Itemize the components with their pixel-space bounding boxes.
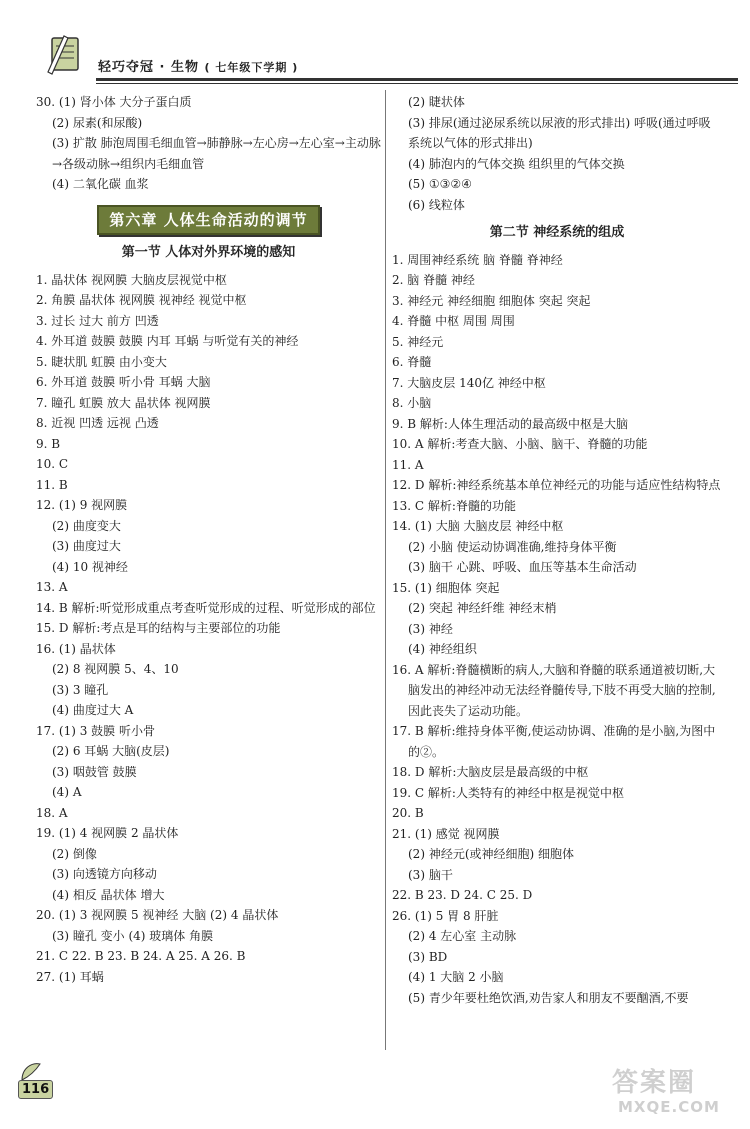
leaf-icon: [16, 1060, 50, 1082]
answer-line: (4) 曲度过大 A: [52, 703, 134, 717]
answer-line: (2) 睫状体: [408, 95, 465, 109]
scroll-quill-icon: [44, 32, 86, 76]
page-number-badge: [16, 1060, 50, 1102]
left-answers-section1: [36, 270, 381, 988]
answer-line: 9. B: [36, 436, 61, 451]
answer-line: 4. 外耳道 鼓膜 鼓膜 内耳 耳蜗 与听觉有关的神经: [36, 334, 299, 348]
answer-line: 1. 周围神经系统 脑 脊髓 脊神经: [392, 252, 563, 267]
answer-line: 3. 神经元 神经细胞 细胞体 突起 突起: [392, 293, 591, 308]
answer-line: (3) 脑干: [408, 867, 453, 882]
answer-line: 22. B 23. D 24. C 25. D: [392, 888, 533, 902]
answer-line: 21. C 22. B 23. B 24. A 25. A 26. B: [36, 949, 246, 963]
answer-line: 17. B 解析:维持身体平衡,使运动协调、准确的是小脑,为图中的②。: [392, 724, 716, 759]
book-title-grade: ( 七年级下学期 ): [204, 61, 299, 74]
answer-line: 9. B 解析:人体生理活动的最高级中枢是大脑: [392, 416, 628, 431]
answer-line: 20. (1) 3 视网膜 5 视神经 大脑 (2) 4 晶状体: [36, 908, 279, 922]
answer-line: 30. (1) 肾小体 大分子蛋白质: [36, 95, 192, 109]
answer-line: (2) 4 左心室 主动脉: [408, 929, 517, 943]
answer-line: (3) 3 瞳孔: [52, 682, 109, 697]
answer-line: (4) 二氧化碳 血浆: [52, 177, 149, 191]
section-title-1: 第一节 人体对外界环境的感知: [121, 245, 296, 260]
answer-line: 18. A: [36, 805, 68, 820]
answer-line: 11. B: [36, 477, 68, 492]
answer-line: (5) ①③②④: [408, 177, 472, 191]
answer-line: (3) 脑干 心跳、呼吸、血压等基本生命活动: [408, 560, 637, 574]
answer-line: 12. (1) 9 视网膜: [36, 498, 128, 512]
header-rule-thin: [96, 83, 738, 84]
answer-line: (3) 曲度过大: [52, 539, 121, 553]
answer-line: 11. A: [392, 457, 424, 472]
answer-line: (4) A: [52, 785, 82, 799]
answer-line: 8. 近视 凹透 远视 凸透: [36, 416, 159, 430]
book-title: [98, 56, 298, 75]
answer-line: (2) 8 视网膜 5、4、10: [52, 662, 179, 676]
answer-line: 17. (1) 3 鼓膜 听小骨: [36, 723, 155, 738]
answer-line: (2) 曲度变大: [52, 518, 121, 533]
answer-line: (3) BD: [408, 949, 448, 964]
answer-line: 6. 外耳道 鼓膜 听小骨 耳蜗 大脑: [36, 375, 211, 389]
page-header: [38, 30, 738, 80]
answer-line: 2. 脑 脊髓 神经: [392, 273, 475, 287]
answer-line: 8. 小脑: [392, 396, 432, 410]
answer-line: 1. 晶状体 视网膜 大脑皮层视觉中枢: [36, 272, 227, 287]
watermark-url: MXQE.COM: [618, 1098, 720, 1116]
left-answers-previous: [36, 92, 381, 195]
answer-line: (3) 扩散 肺泡周围毛细血管→肺静脉→左心房→左心室→主动脉→各级动脉→组织内毛细血管: [52, 136, 381, 171]
answer-line: 5. 神经元: [392, 334, 444, 349]
answer-line: 13. A: [36, 580, 68, 594]
answer-line: 3. 过长 过大 前方 凹透: [36, 313, 159, 328]
answer-line: (2) 6 耳蜗 大脑(皮层): [52, 744, 170, 758]
answer-line: (3) 瞳孔 变小 (4) 玻璃体 角膜: [52, 928, 214, 943]
right-column: [392, 92, 722, 1008]
answer-line: (2) 尿素(和尿酸): [52, 115, 143, 130]
watermark-text: 答案圈: [612, 1068, 697, 1098]
answer-line: (4) 10 视神经: [52, 559, 128, 574]
book-title-main: 轻巧夺冠 · 生物: [98, 60, 199, 75]
answer-line: 14. B 解析:听觉形成重点考查听觉形成的过程、听觉形成的部位: [36, 600, 376, 615]
answer-line: (4) 肺泡内的气体交换 组织里的气体交换: [408, 156, 625, 171]
answer-line: (6) 线粒体: [408, 197, 465, 212]
answer-line: 27. (1) 耳蜗: [36, 969, 104, 984]
answer-line: 7. 大脑皮层 140亿 神经中枢: [392, 375, 546, 390]
answer-line: (3) 咽鼓管 鼓膜: [52, 764, 137, 779]
answer-line: 14. (1) 大脑 大脑皮层 神经中枢: [392, 519, 564, 533]
page-number: 116: [18, 1080, 53, 1099]
answer-line: (3) 神经: [408, 621, 453, 636]
answer-line: (4) 1 大脑 2 小脑: [408, 970, 504, 984]
right-answers-section2: [392, 250, 722, 1009]
answer-line: 6. 脊髓: [392, 355, 432, 369]
answer-line: (2) 神经元(或神经细胞) 细胞体: [408, 847, 574, 861]
answer-line: (4) 相反 晶状体 增大: [52, 887, 165, 902]
answer-line: 7. 瞳孔 虹膜 放大 晶状体 视网膜: [36, 395, 211, 410]
answer-line: 15. (1) 细胞体 突起: [392, 580, 500, 595]
answer-line: 10. C: [36, 457, 69, 471]
answer-line: (3) 向透镜方向移动: [52, 867, 157, 881]
right-answers-previous: [392, 92, 722, 215]
answer-line: 19. (1) 4 视网膜 2 晶状体: [36, 826, 179, 840]
answer-line: 26. (1) 5 胃 8 肝脏: [392, 908, 499, 923]
answer-line: 4. 脊髓 中枢 周围 周围: [392, 314, 515, 328]
answer-line: 15. D 解析:考点是耳的结构与主要部位的功能: [36, 621, 281, 635]
section-title-2: 第二节 神经系统的组成: [489, 225, 625, 240]
answer-line: 5. 睫状肌 虹膜 由小变大: [36, 354, 167, 369]
answer-line: 20. B: [392, 806, 424, 820]
answer-line: (4) 神经组织: [408, 642, 477, 656]
chapter-title: 第六章 人体生命活动的调节: [97, 205, 319, 236]
chapter-banner: [36, 205, 381, 236]
watermark: [612, 1062, 742, 1124]
left-column: [36, 92, 381, 987]
answer-line: 19. C 解析:人类特有的神经中枢是视觉中枢: [392, 785, 624, 800]
answer-line: 10. A 解析:考查大脑、小脑、脑干、脊髓的功能: [392, 437, 648, 451]
column-divider: [385, 90, 386, 1050]
answer-line: 18. D 解析:大脑皮层是最高级的中枢: [392, 765, 589, 779]
answer-line: 16. A 解析:脊髓横断的病人,大脑和脊髓的联系通道被切断,大脑发出的神经冲动无法经脊髓传导,下肢不再受大脑的控制,因此丧失了运动功能。: [392, 662, 716, 718]
answer-line: (5) 青少年要杜绝饮酒,劝告家人和朋友不要酗酒,不要: [408, 990, 689, 1005]
answer-line: 12. D 解析:神经系统基本单位神经元的功能与适应性结构特点: [392, 478, 721, 492]
answer-line: (2) 小脑 使运动协调准确,维持身体平衡: [408, 539, 617, 554]
answer-line: (2) 倒像: [52, 846, 97, 861]
answer-line: 21. (1) 感觉 视网膜: [392, 826, 500, 841]
answer-line: (2) 突起 神经纤维 神经末梢: [408, 601, 557, 615]
answer-line: (3) 排尿(通过泌尿系统以尿液的形式排出) 呼吸(通过呼吸系统以气体的形式排出): [408, 115, 711, 150]
answer-line: 13. C 解析:脊髓的功能: [392, 498, 516, 513]
answer-line: 16. (1) 晶状体: [36, 641, 116, 656]
header-rule: [96, 78, 738, 81]
answer-line: 2. 角膜 晶状体 视网膜 视神经 视觉中枢: [36, 293, 247, 307]
